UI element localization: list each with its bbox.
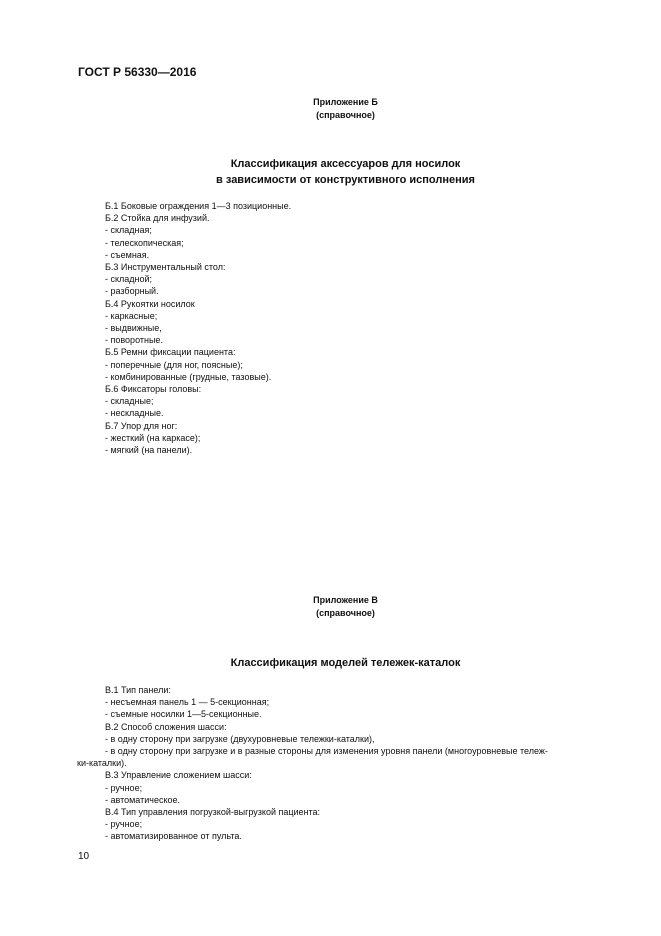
list-item: - складные;	[105, 396, 154, 407]
list-item: В.2 Способ сложения шасси:	[105, 721, 227, 732]
annex-v-note: (справочное)	[316, 608, 375, 618]
list-item: - в одну сторону при загрузке и в разные стороны для изменения уровня панели (многоуровневые тележ-	[105, 746, 548, 757]
annex-v-list	[77, 684, 625, 843]
list-item: - несъемная панель 1 — 5-секционная;	[105, 697, 270, 708]
list-item: - комбинированные (грудные, тазовые).	[105, 371, 272, 382]
list-item-continuation: ки-каталки).	[77, 758, 127, 769]
list-item: Б.3 Инструментальный стол:	[105, 262, 226, 273]
page-number: 10	[78, 851, 90, 862]
annex-b-title-line1: Классификация аксессуаров для носилок	[230, 158, 461, 170]
list-item: - мягкий (на панели).	[105, 445, 193, 456]
list-item: В.1 Тип панели:	[105, 685, 171, 695]
list-item: - автоматическое.	[105, 794, 181, 805]
annex-v-title-line: Классификация моделей тележек-каталок	[230, 657, 461, 669]
list-item: Б.4 Рукоятки носилок	[105, 298, 195, 309]
list-item: В.4 Тип управления погрузкой-выгрузкой пациента:	[105, 807, 321, 818]
list-item: Б.2 Стойка для инфузий.	[105, 213, 210, 224]
list-item: - ручное;	[105, 782, 143, 793]
list-item: - телескопическая;	[105, 237, 184, 248]
list-item: - выдвижные,	[105, 323, 162, 334]
annex-b-note: (справочное)	[316, 110, 375, 120]
annex-b-heading-block	[0, 96, 661, 122]
list-item: - автоматизированное от пульта.	[105, 831, 242, 842]
list-item: Б.5 Ремни фиксации пациента:	[105, 347, 236, 358]
annex-v-heading-block	[0, 594, 661, 620]
list-item: Б.6 Фиксаторы головы:	[105, 384, 202, 395]
list-item: Б.7 Упор для ног:	[105, 420, 178, 431]
list-item: В.3 Управление сложением шасси:	[105, 770, 252, 781]
annex-v-title	[0, 655, 661, 671]
annex-b-list	[105, 200, 625, 456]
annex-v-heading: Приложение В	[313, 595, 378, 605]
annex-b-heading: Приложение Б	[313, 97, 378, 107]
list-item: - складной;	[105, 274, 153, 285]
list-item: - каркасные;	[105, 310, 158, 321]
list-item: - в одну сторону при загрузке (двухуровневые тележки-каталки),	[105, 733, 375, 744]
list-item: - нескладные.	[105, 408, 164, 419]
annex-b-title-line2: в зависимости от конструктивного исполнения	[216, 174, 475, 186]
list-item: - съемная.	[105, 249, 150, 260]
document-code: ГОСТ Р 56330—2016	[78, 65, 197, 79]
list-item: - съемные носилки 1—5-секционные.	[105, 709, 262, 720]
list-item: - жесткий (на каркасе);	[105, 432, 201, 443]
annex-b-title	[0, 156, 661, 188]
list-item: - поворотные.	[105, 335, 163, 346]
list-item: - складная;	[105, 225, 152, 236]
list-item: Б.1 Боковые ограждения 1—3 позиционные.	[105, 201, 292, 211]
list-item: - ручное;	[105, 819, 143, 830]
list-item: - разборный.	[105, 286, 159, 297]
list-item: - поперечные (для ног, поясные);	[105, 359, 243, 370]
